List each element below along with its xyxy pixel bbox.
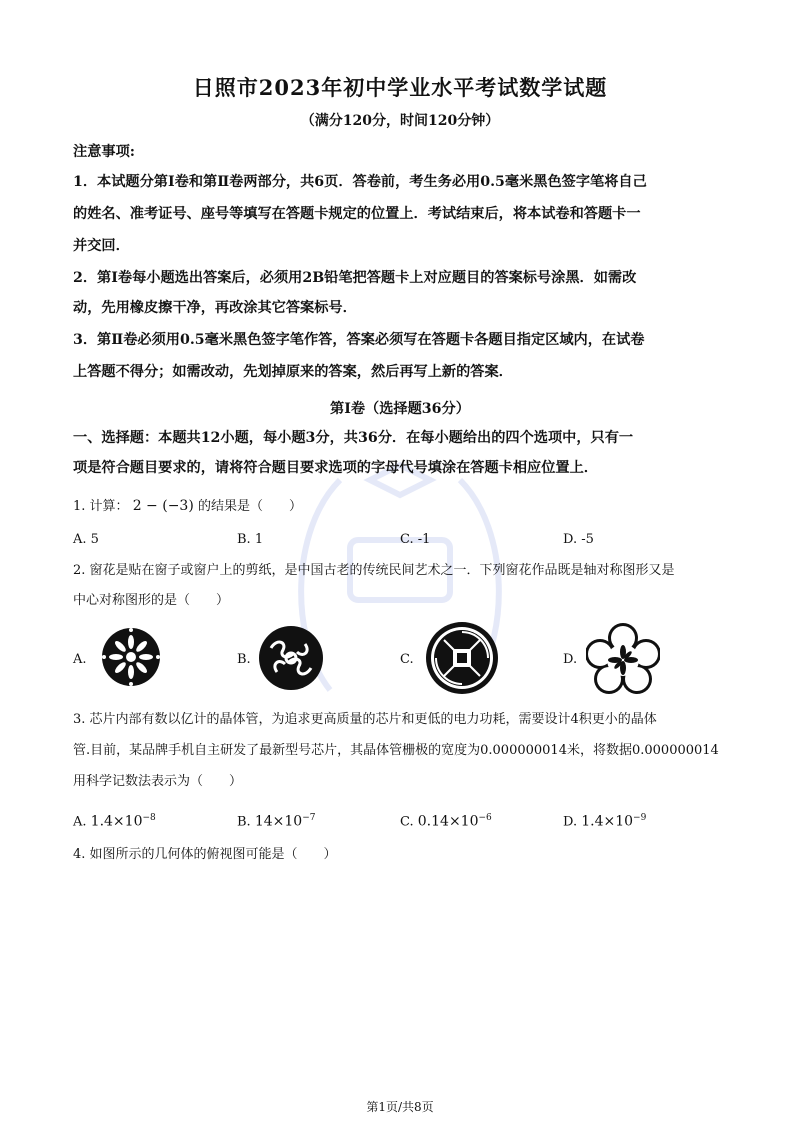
question-1-option-a: A. 5 bbox=[73, 532, 99, 547]
question-2-stem-line: 2. 窗花是贴在窗子或窗户上的剪纸，是中国古老的传统民间艺术之一．下列窗花作品既是轴对称图形又是 bbox=[73, 563, 675, 578]
question-3-option-a: A. $1.4\times 10^{-8}$ bbox=[73, 813, 156, 830]
question-3-option-d: D. $1.4\times 10^{-9}$ bbox=[563, 813, 647, 830]
page-subtitle: （满分120分，时间120分钟） bbox=[300, 113, 500, 129]
question-2-label-a: A. bbox=[73, 652, 87, 667]
section-intro-line: 一、选择题：本题共12小题，每小题3分，共36分．在每小题给出的四个选项中，只有一 bbox=[73, 430, 634, 446]
notice-line: 上答题不得分；如需改动，先划掉原来的答案，然后再写上新的答案． bbox=[73, 364, 513, 380]
notice-line: 2．第Ⅰ卷每小题选出答案后，必须用2B铅笔把答题卡上对应题目的答案标号涂黑．如需改 bbox=[73, 270, 637, 286]
question-2-label-d: D. bbox=[563, 652, 578, 667]
notice-line: 的姓名、准考证号、座号等填写在答题卡规定的位置上．考试结束后，将本试卷和答题卡一 bbox=[73, 206, 641, 222]
section-intro-line: 项是符合题目要求的，请将符合题目要求选项的字母代号填涂在答题卡相应位置上． bbox=[73, 460, 598, 476]
question-3-option-b: B. $14\times 10^{-7}$ bbox=[237, 813, 316, 830]
question-1-suffix: 的结果是（ ） bbox=[197, 499, 302, 514]
paper-cut-b-figure bbox=[257, 624, 325, 692]
question-1-prefix: 1. 计算： bbox=[73, 499, 129, 514]
question-1-option-c: C. -1 bbox=[400, 532, 431, 547]
question-2-stem-line: 中心对称图形的是（ ） bbox=[73, 593, 230, 608]
paper-cut-c-figure bbox=[424, 620, 500, 696]
notice-heading: 注意事项: bbox=[73, 144, 135, 160]
notice-line: 3．第Ⅱ卷必须用0.5毫米黑色签字笔作答，答案必须写在答题卡各题目指定区域内，在试卷 bbox=[73, 332, 645, 348]
question-1-expression: 2 − (−3) bbox=[132, 498, 194, 514]
question-2-label-c: C. bbox=[400, 652, 414, 667]
question-3-option-c: C. $0.14\times 10^{-6}$ bbox=[400, 813, 492, 830]
notice-line: 1．本试题分第Ⅰ卷和第Ⅱ卷两部分，共6页．答卷前，考生务必用0.5毫米黑色签字笔将自己 bbox=[73, 174, 647, 190]
page-footer: 第1页/共8页 bbox=[366, 1100, 434, 1114]
question-1-stem bbox=[73, 496, 302, 517]
question-3-stem-line: 用科学记数法表示为（ ） bbox=[73, 774, 243, 789]
section-title: 第Ⅰ卷（选择题36分） bbox=[330, 401, 470, 417]
question-3-stem-line: 管.目前，某品牌手机自主研发了最新型号芯片，其晶体管栅极的宽度为0.000000014米，将数据0.000000014 bbox=[73, 743, 719, 758]
notice-line: 动，先用橡皮擦干净，再改涂其它答案标号． bbox=[73, 300, 357, 316]
page-title: 日照市2023年初中学业水平考试数学试题 bbox=[192, 75, 608, 100]
question-2-label-b: B. bbox=[237, 652, 251, 667]
notice-line: 并交回． bbox=[73, 238, 130, 254]
question-1-option-b: B. 1 bbox=[237, 532, 264, 547]
paper-cut-d-figure bbox=[586, 622, 660, 694]
question-1-option-d: D. -5 bbox=[563, 532, 594, 547]
question-3-stem-line: 3. 芯片内部有数以亿计的晶体管，为追求更高质量的芯片和更低的电力功耗，需要设计4积更小的晶体 bbox=[73, 712, 657, 727]
question-4-stem: 4. 如图所示的几何体的俯视图可能是（ ） bbox=[73, 847, 337, 862]
paper-cut-a-figure bbox=[100, 626, 162, 688]
